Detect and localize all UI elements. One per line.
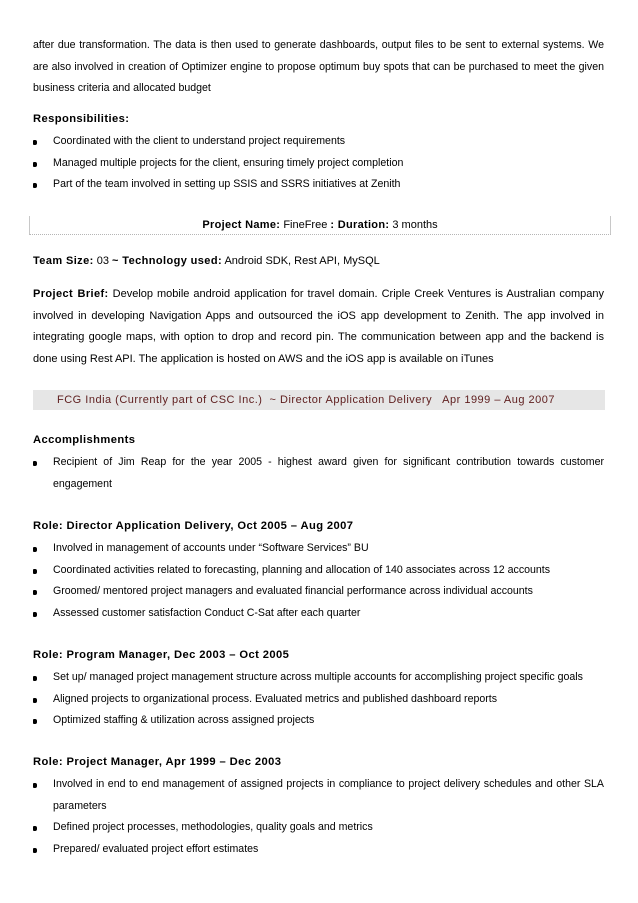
bullet-icon (33, 140, 37, 145)
list-item: Set up/ managed project management structure across multiple accounts for accomplishing project specific goals (0, 667, 638, 689)
role-program-manager-list (0, 667, 638, 732)
responsibilities-list (0, 131, 638, 196)
bullet-icon (33, 783, 37, 788)
bullet-icon (33, 461, 37, 466)
role-project-manager-heading: Role: Project Manager, Apr 1999 – Dec 2003 (33, 756, 282, 768)
accomplishments-list (0, 452, 638, 495)
bullet-icon (33, 676, 37, 681)
bullet-icon (33, 162, 37, 167)
list-item: Groomed/ mentored project managers and evaluated financial performance across individual accounts (0, 581, 638, 603)
list-item: Part of the team involved in setting up SSIS and SSRS initiatives at Zenith (0, 174, 638, 196)
list-item: Assessed customer satisfaction Conduct C-Sat after each quarter (0, 603, 638, 625)
bullet-icon (33, 569, 37, 574)
bullet-icon (33, 183, 37, 188)
list-item: Optimized staffing & utilization across assigned projects (0, 710, 638, 732)
accomplishments-heading: Accomplishments (33, 434, 136, 446)
list-item: Recipient of Jim Reap for the year 2005 - highest award given for significant contribution towards customer engagement (0, 452, 638, 495)
project-name-bar (29, 216, 611, 235)
list-item: Coordinated activities related to forecasting, planning and allocation of 140 associates across 12 accounts (0, 560, 638, 582)
role-program-manager-heading: Role: Program Manager, Dec 2003 – Oct 2005 (33, 649, 290, 661)
project-brief (33, 284, 604, 370)
bullet-icon (33, 698, 37, 703)
role-project-manager-list (0, 774, 638, 860)
list-item: Defined project processes, methodologies, quality goals and metrics (0, 817, 638, 839)
responsibilities-heading: Responsibilities: (33, 113, 130, 125)
team-size-label: Team Size: (33, 255, 94, 267)
bullet-icon (33, 848, 37, 853)
list-item: Involved in end to end management of assigned projects in compliance to project delivery schedules and other SLA parameters (0, 774, 638, 817)
duration-value: 3 months (392, 219, 438, 231)
list-item: Managed multiple projects for the client, ensuring timely project completion (0, 153, 638, 175)
bullet-icon (33, 612, 37, 617)
team-size-value: 03 (96, 255, 109, 267)
project-name-label: Project Name: (202, 219, 281, 231)
role-director-heading: Role: Director Application Delivery, Oct 2005 – Aug 2007 (33, 520, 354, 532)
project-name-value: FineFree (283, 219, 328, 231)
bullet-icon (33, 719, 37, 724)
project-brief-text: Develop mobile android application for travel domain. Criple Creek Ventures is Australian company involved in developing Navigation Apps and outsourced the iOS app development to Zenith. The app involved in integrating google maps, with option to drop and record pin. The communication between app and the backend is done using Rest API. The application is hosted on AWS and the iOS app is available on iTunes (33, 288, 604, 365)
list-item: Prepared/ evaluated project effort estimates (0, 839, 638, 861)
project-brief-label: Project Brief: (33, 288, 109, 300)
company-header-bar: FCG India (Currently part of CSC Inc.) ~ Director Application Delivery Apr 1999 – Aug 2007 (33, 390, 605, 410)
duration-label: : Duration: (330, 219, 390, 231)
intro-paragraph: after due transformation. The data is then used to generate dashboards, output files to be sent to external systems. We are also involved in creation of Optimizer engine to propose optimum buy spots that can be purchased to meet the given business criteria and allocated budget (33, 39, 604, 94)
technology-value: Android SDK, Rest API, MySQL (224, 255, 380, 267)
list-item: Aligned projects to organizational process. Evaluated metrics and published dashboard reports (0, 689, 638, 711)
bullet-icon (33, 547, 37, 552)
technology-label: ~ Technology used: (112, 255, 223, 267)
bullet-icon (33, 590, 37, 595)
bullet-icon (33, 826, 37, 831)
role-director-list (0, 538, 638, 624)
list-item: Coordinated with the client to understand project requirements (0, 131, 638, 153)
list-item: Involved in management of accounts under “Software Services” BU (0, 538, 638, 560)
team-technology-line (33, 251, 604, 273)
